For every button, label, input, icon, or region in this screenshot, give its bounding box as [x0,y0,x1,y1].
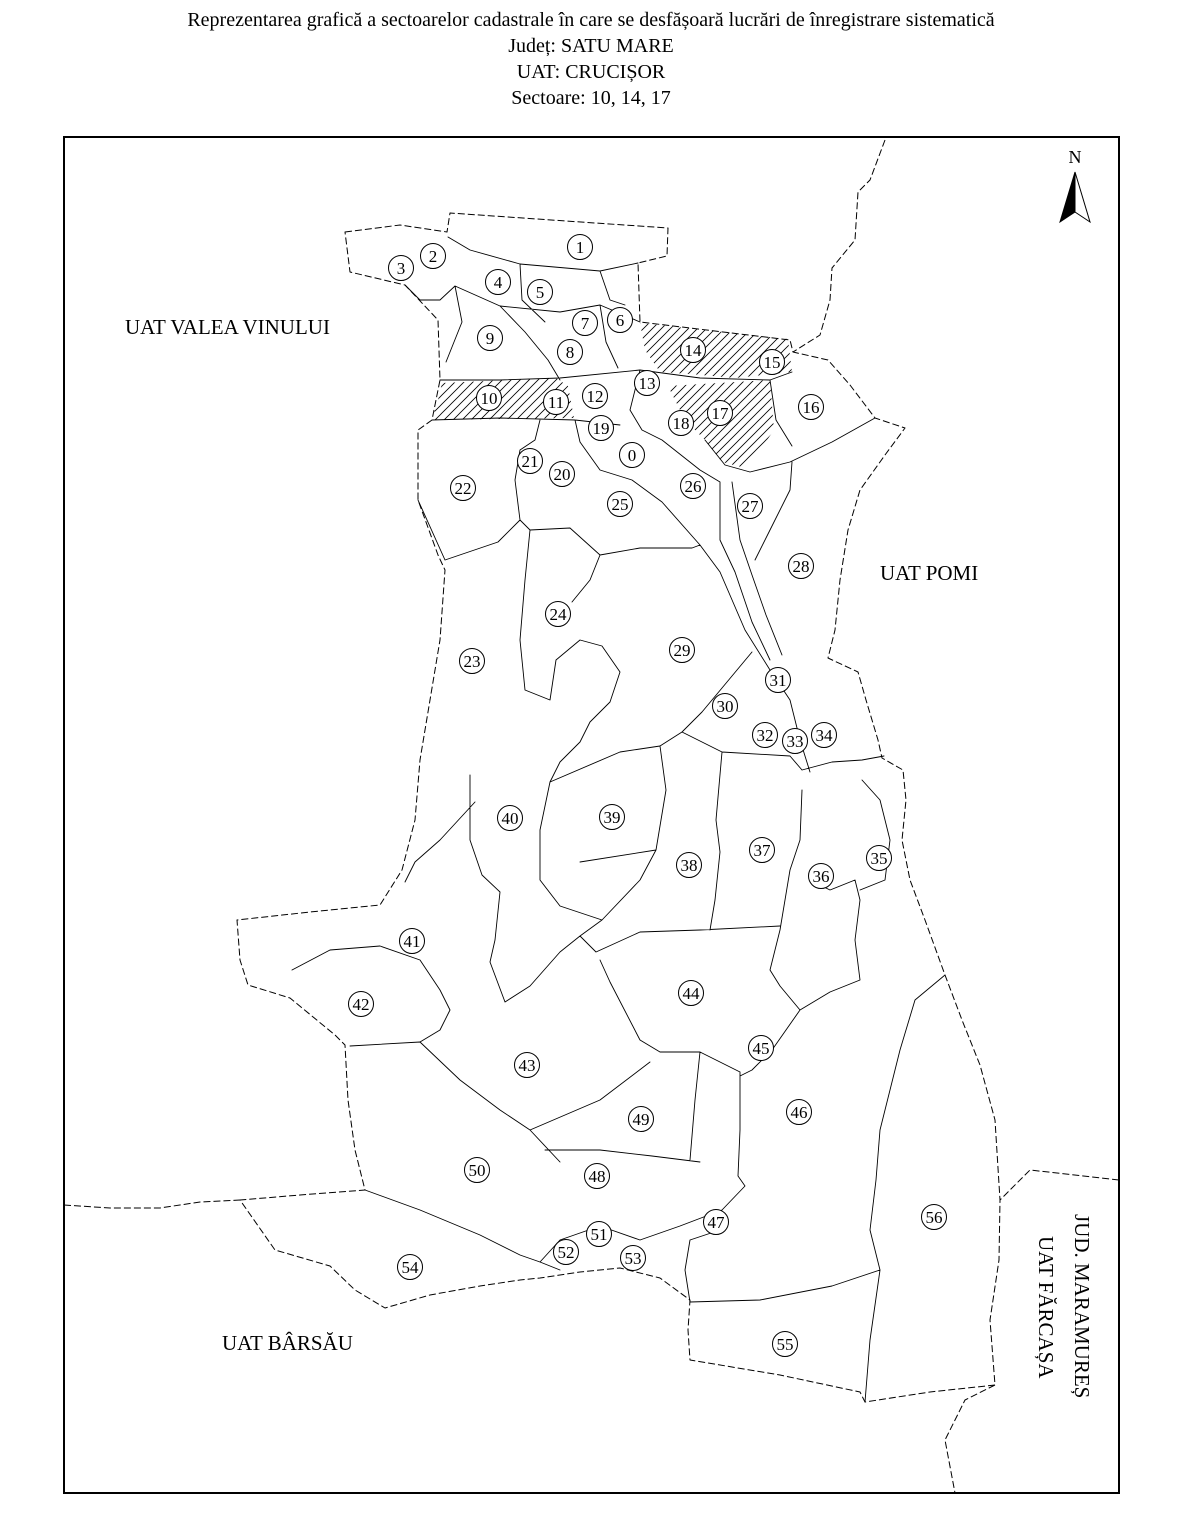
sector-label-6 [608,308,633,333]
map-frame [64,137,1119,1493]
sector-label-17 [708,401,733,426]
sector-label-35 [867,846,892,871]
sector-number: 3 [396,259,406,278]
sector-label-30 [713,694,738,719]
sector-number: 47 [707,1213,725,1232]
sector-number: 52 [557,1243,575,1262]
sector-label-53 [621,1246,646,1271]
sector-label-14 [681,338,706,363]
sector-number: 5 [535,283,545,302]
sector-label-49 [629,1107,654,1132]
sector-number: 39 [603,808,621,827]
sector-label-2 [421,244,446,269]
sector-number: 29 [673,641,691,660]
sector-label-19 [589,416,614,441]
title-sector-list: Sectoare: 10, 14, 17 [511,87,671,109]
sector-label-26 [681,474,706,499]
sector-number: 48 [588,1167,606,1186]
sector-number: 14 [684,341,702,360]
sector-label-4 [486,270,511,295]
sector-label-12 [583,384,608,409]
sector-label-25 [608,492,633,517]
sector-number: 16 [802,398,820,417]
sector-label-9 [478,326,503,351]
sector-label-40 [498,806,523,831]
sector-number: 18 [672,414,690,433]
sector-number: 37 [753,841,771,860]
sector-number: 1 [575,238,585,257]
sector-number: 21 [521,452,539,471]
sector-number: 54 [401,1258,419,1277]
sector-label-43 [515,1053,540,1078]
sector-label-54 [398,1255,423,1280]
neighbor-label-south: UAT BÂRSĂU [222,1331,353,1355]
sector-number: 33 [786,732,804,751]
north-arrow [1060,147,1090,222]
sector-number: 40 [501,809,519,828]
north-label: N [1068,147,1082,167]
sector-number: 22 [454,479,472,498]
sector-number: 26 [684,477,702,496]
sector-number: 46 [790,1103,808,1122]
sector-number: 12 [586,387,604,406]
sector-number: 49 [632,1110,650,1129]
sector-number: 38 [680,856,698,875]
sector-label-11 [544,390,569,415]
sector-number: 42 [352,995,370,1014]
neighbor-label-county-southeast: JUD. MARAMUREȘ [1070,1214,1094,1399]
sector-label-52 [554,1240,579,1265]
sector-number: 15 [763,353,781,372]
sector-number: 20 [553,465,571,484]
north-arrow-right-half [1075,172,1090,222]
sector-label-44 [679,981,704,1006]
title-county: Județ: SATU MARE [508,35,674,57]
sector-number: 34 [815,726,833,745]
sector-number: 7 [580,314,590,333]
neighbor-boundaries [64,140,1119,1493]
sector-label-32 [753,723,778,748]
sector-number: 24 [549,605,567,624]
sector-number: 23 [463,652,481,671]
sector-number: 17 [711,404,729,423]
sector-label-38 [677,853,702,878]
sector-number: 41 [403,932,421,951]
sector-number: 13 [638,374,656,393]
sector-label-23 [460,649,485,674]
sector-label-39 [600,805,625,830]
sector-label-46 [787,1100,812,1125]
sector-label-8 [558,340,583,365]
sector-number: 43 [518,1056,536,1075]
sector-label-36 [809,864,834,889]
sector-number: 35 [870,849,888,868]
sector-label-13 [635,371,660,396]
neighbor-label-west: UAT VALEA VINULUI [125,315,330,339]
sector-number: 30 [716,697,734,716]
title-heading: Reprezentarea grafică a sectoarelor cadastrale în care se desfășoară lucrări de înregistrare sistematică [187,9,995,31]
sector-number: 6 [615,311,625,330]
sector-label-42 [349,992,374,1017]
sector-label-33 [783,729,808,754]
sector-label-37 [750,838,775,863]
sector-number: 27 [741,497,759,516]
sector-number: 2 [428,247,438,266]
sector-number: 25 [611,495,629,514]
sector-number: 0 [627,446,637,465]
sector-label-31 [766,668,791,693]
title-uat: UAT: CRUCIȘOR [516,61,666,83]
sector-label-45 [749,1036,774,1061]
sector-label-24 [546,602,571,627]
sector-number: 36 [812,867,830,886]
sector-number: 44 [682,984,700,1003]
neighbor-label-uat-southeast: UAT FĂRCAȘA [1034,1236,1058,1379]
sector-number: 8 [565,343,575,362]
sector-label-20 [550,462,575,487]
sector-label-21 [518,449,543,474]
sector-number: 31 [769,671,787,690]
sector-number: 11 [547,393,565,412]
sector-label-51 [587,1222,612,1247]
map-title [0,7,1182,111]
sector-label-3 [389,256,414,281]
sector-number: 55 [776,1335,794,1354]
sector-label-7 [573,311,598,336]
sector-number: 45 [752,1039,770,1058]
sector-number: 10 [480,389,498,408]
sector-number: 9 [485,329,495,348]
sector-label-41 [400,929,425,954]
sector-label-0 [620,443,645,468]
sector-label-5 [528,280,553,305]
sector-label-16 [799,395,824,420]
sector-label-28 [789,554,814,579]
sector-label-56 [922,1205,947,1230]
sector-label-29 [670,638,695,663]
sector-number: 56 [925,1208,943,1227]
sector-number: 19 [592,419,610,438]
sector-label-22 [451,476,476,501]
sector-label-48 [585,1164,610,1189]
neighbor-label-east: UAT POMI [880,561,979,585]
north-arrow-left-half [1060,172,1075,222]
sector-label-47 [704,1210,729,1235]
sector-number: 51 [590,1225,608,1244]
sector-number: 53 [624,1249,642,1268]
sector-label-27 [738,494,763,519]
sector-number: 32 [756,726,774,745]
sector-number: 4 [493,273,503,292]
sector-label-1 [568,235,593,260]
sector-label-15 [760,350,785,375]
sector-label-50 [465,1158,490,1183]
sector-number: 50 [468,1161,486,1180]
sector-number: 28 [792,557,810,576]
sector-label-34 [812,723,837,748]
sector-label-55 [773,1332,798,1357]
sector-label-18 [669,411,694,436]
sector-label-10 [477,386,502,411]
